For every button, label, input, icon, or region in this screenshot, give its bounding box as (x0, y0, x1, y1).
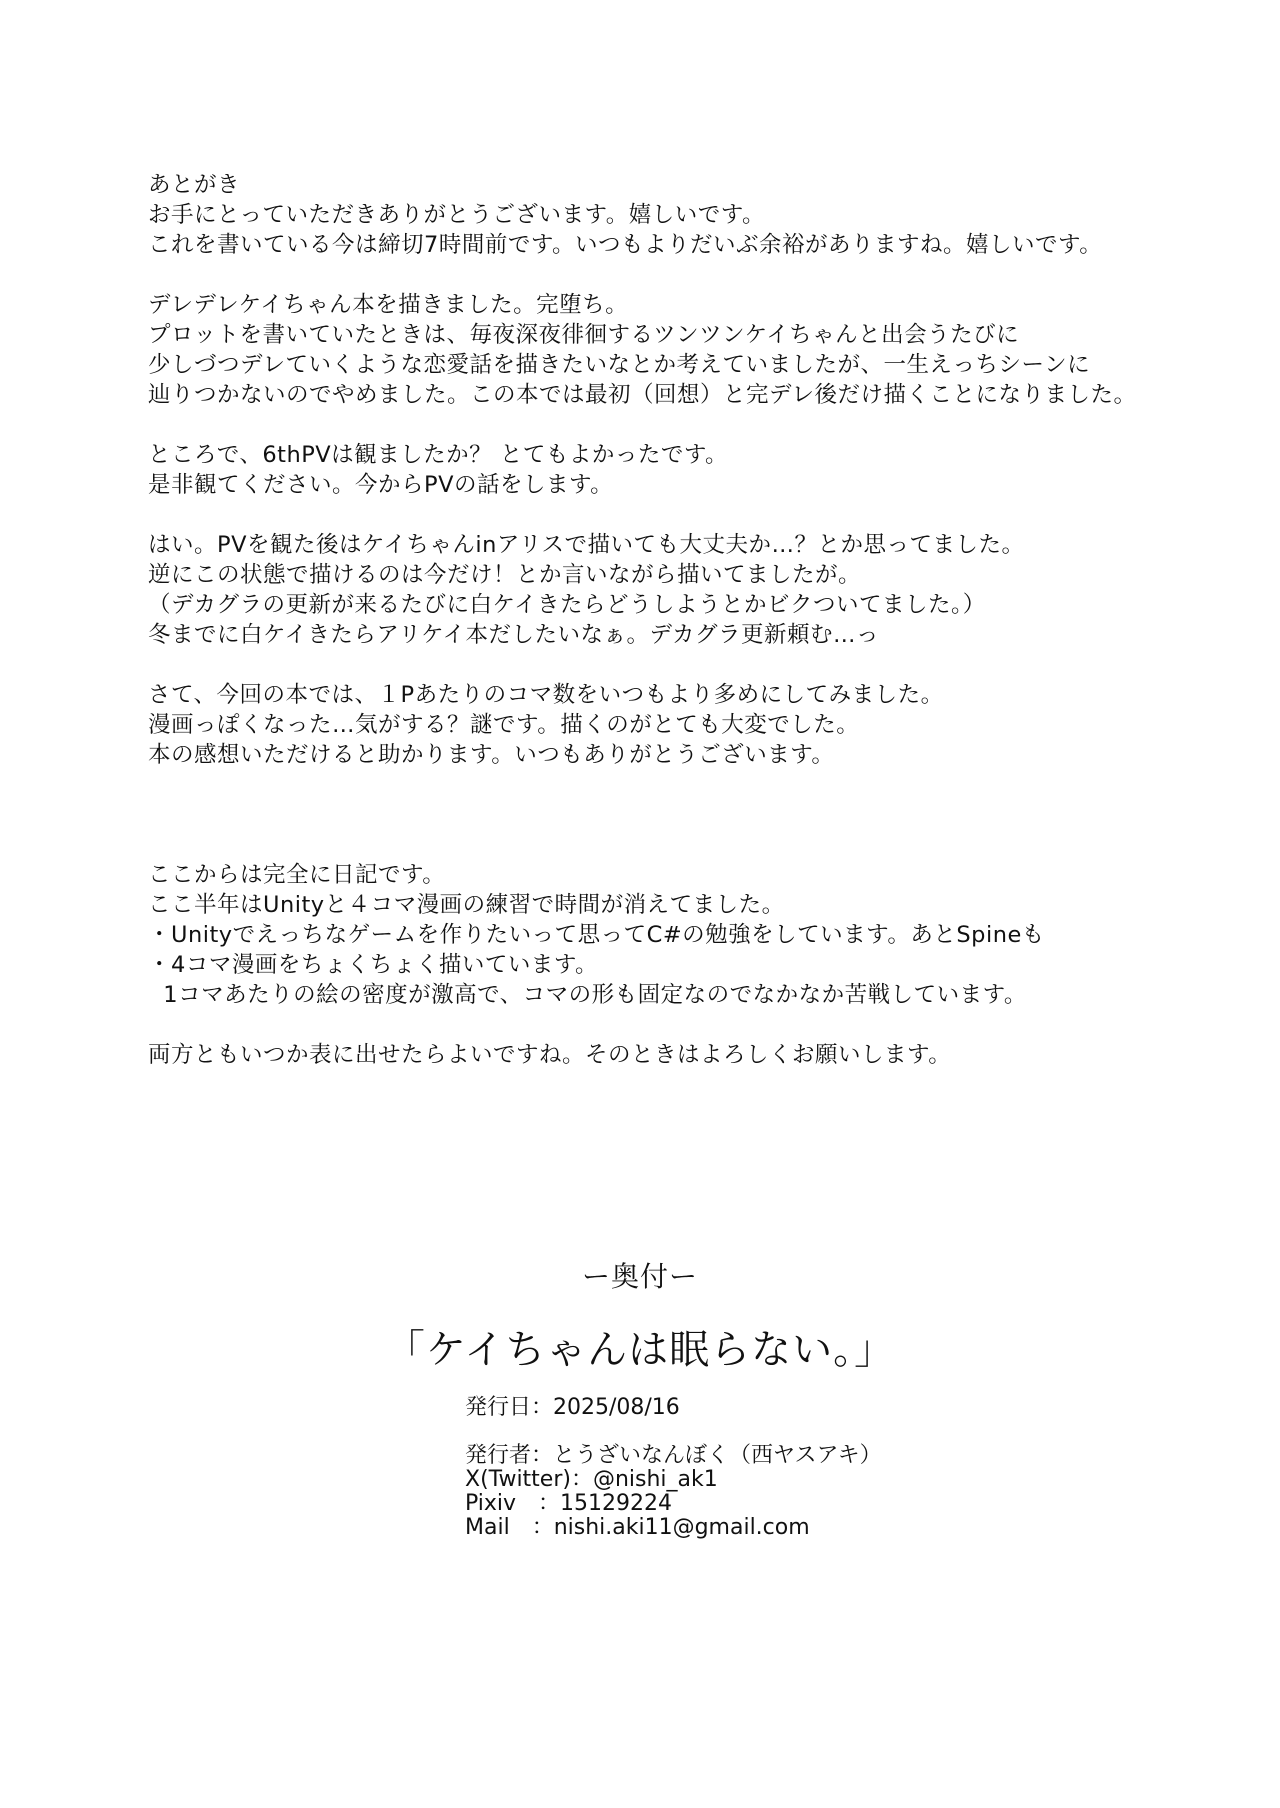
afterword-line: ・4コマ漫画をちょくちょく描いています。 (148, 952, 599, 978)
colophon-heading: ー奥付ー (581, 1260, 698, 1293)
afterword-line: 漫画っぽくなった…気がする？謎です。描くのがとても大変でした。 (148, 712, 860, 738)
afterword-line: ・Unityでえっちなゲームを作りたいって思ってC#の勉強をしています。あとSpineも (148, 922, 1045, 948)
afterword (148, 170, 1158, 1070)
afterword-line: 1コマあたりの絵の密度が激高で、コマの形も固定なのでなかなか苦戦しています。 (148, 982, 1027, 1008)
afterword-line: デレデレケイちゃん本を描きました。完堕ち。 (148, 292, 629, 318)
afterword-line: 冬までに白ケイきたらアリケイ本だしたいなぁ。デカグラ更新頼む…っ (148, 622, 880, 648)
paragraph-gap (148, 770, 1158, 830)
colophon-info (465, 1396, 882, 1540)
paragraph-gap (148, 830, 1158, 860)
afterword-line: 少しづつデレていくような恋愛話を描きたいなとか考えていましたが、一生えっちシーンに (148, 352, 1091, 378)
afterword-heading: あとがき (148, 172, 241, 198)
afterword-line: さて、今回の本では、１Pあたりのコマ数をいつもより多めにしてみました。 (148, 682, 944, 708)
publisher: 発行者：とうざいなんぼく（西ヤスアキ） (465, 1443, 882, 1468)
paragraph-gap (148, 260, 1158, 290)
afterword-line: （デカグラの更新が来るたびに白ケイきたらどうしようとかビクついてました。） (148, 592, 986, 618)
afterword-line: ここからは完全に日記です。 (148, 862, 446, 888)
pixiv-id: Pixiv ：15129224 (465, 1491, 673, 1516)
afterword-line: 両方ともいつか表に出せたらよいですね。そのときはよろしくお願いします。 (148, 1042, 952, 1068)
afterword-line: ところで、6thPVは観ましたか？ とてもよかったです。 (148, 442, 729, 468)
afterword-line: 本の感想いただけると助かります。いつもありがとうございます。 (148, 742, 835, 768)
afterword-line: ここ半年はUnityと４コマ漫画の練習で時間が消えてました。 (148, 892, 785, 918)
afterword-line: お手にとっていただきありがとうございます。嬉しいです。 (148, 202, 765, 228)
publish-date: 発行日：2025/08/16 (465, 1395, 680, 1420)
mail-address: Mail ：nishi.aki11@gmail.com (465, 1515, 810, 1540)
afterword-line: これを書いている今は締切7時間前です。いつもよりだいぶ余裕がありますね。嬉しいです。 (148, 232, 1103, 258)
afterword-line: 逆にこの状態で描けるのは今だけ！とか言いながら描いてましたが。 (148, 562, 862, 588)
book-title: 「ケイちゃんは眠らない。」 (384, 1327, 896, 1373)
paragraph-gap (148, 1010, 1158, 1040)
afterword-line: はい。PVを観た後はケイちゃんinアリスで描いても大丈夫か…？とか思ってました。 (148, 532, 1025, 558)
paragraph-gap (148, 410, 1158, 440)
afterword-line: 辿りつかないのでやめました。この本では最初（回想）と完デレ後だけ描くことになりました。 (148, 382, 1137, 408)
afterword-line: 是非観てください。今からPVの話をします。 (148, 472, 614, 498)
paragraph-gap (148, 650, 1158, 680)
paragraph-gap (148, 500, 1158, 530)
afterword-line: プロットを書いていたときは、毎夜深夜徘徊するツンツンケイちゃんと出会うたびに (148, 322, 1020, 348)
twitter-handle: X(Twitter)：@nishi_ak1 (465, 1467, 718, 1492)
